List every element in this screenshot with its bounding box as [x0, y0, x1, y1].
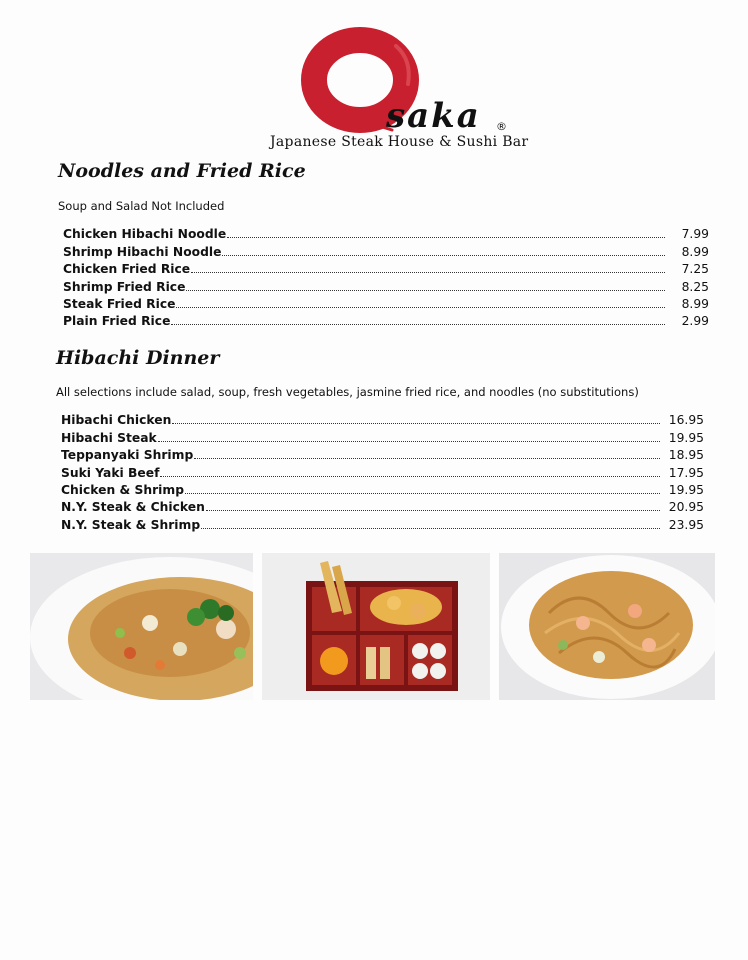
menu-item-name: Shrimp Fried Rice: [63, 279, 186, 294]
menu-item: [63, 294, 709, 311]
dot-leader: [194, 457, 660, 459]
menu-item-price: 2.99: [681, 314, 709, 329]
menu-item-name: Suki Yaki Beef: [61, 465, 160, 480]
menu-item-price: 23.95: [668, 517, 704, 532]
menu-item: [63, 224, 709, 241]
dot-leader: [171, 323, 665, 325]
dot-leader: [206, 509, 660, 511]
menu-item: [61, 427, 704, 444]
menu-item: [61, 514, 704, 531]
dot-leader: [185, 492, 660, 494]
menu-item-price: 19.95: [668, 482, 704, 497]
menu-item: [63, 241, 709, 258]
menu-item-name: Steak Fried Rice: [63, 296, 176, 311]
menu-list-noodles: [63, 224, 709, 328]
fried-rice-photo: [30, 553, 253, 700]
menu-item-name: Hibachi Steak: [61, 430, 157, 445]
menu-item-price: 18.95: [668, 448, 704, 463]
menu-item-price: 7.99: [681, 227, 709, 242]
menu-item: [61, 445, 704, 462]
menu-item-name: Teppanyaki Shrimp: [61, 448, 194, 463]
section-title-hibachi: Hibachi Dinner: [56, 347, 220, 369]
menu-item-price: 8.99: [681, 296, 709, 311]
section-note-noodles: Soup and Salad Not Included: [58, 199, 225, 213]
dot-leader: [186, 289, 665, 291]
dot-leader: [191, 271, 665, 273]
menu-item-name: Shrimp Hibachi Noodle: [63, 244, 222, 259]
menu-item: [61, 410, 704, 427]
dot-leader: [160, 475, 660, 477]
menu-item-name: Chicken Fried Rice: [63, 262, 191, 277]
menu-item-price: 8.25: [681, 279, 709, 294]
registered-mark: ®: [496, 120, 507, 133]
menu-item: [61, 497, 704, 514]
menu-item-name: Chicken Hibachi Noodle: [63, 227, 227, 242]
menu-item-name: Chicken & Shrimp: [61, 482, 185, 497]
dot-leader: [201, 527, 660, 529]
logo-tagline: Japanese Steak House & Sushi Bar: [270, 134, 529, 150]
menu-item-price: 7.25: [681, 262, 709, 277]
menu-item-name: Plain Fried Rice: [63, 314, 171, 329]
menu-item-price: 8.99: [681, 244, 709, 259]
dot-leader: [176, 306, 665, 308]
dot-leader: [172, 422, 660, 424]
menu-item: [61, 480, 704, 497]
noodle-plate-photo: [499, 553, 715, 700]
logo-wordmark: saka: [386, 96, 481, 136]
menu-item-price: 20.95: [668, 500, 704, 515]
menu-item: [63, 311, 709, 328]
menu-item-name: N.Y. Steak & Shrimp: [61, 517, 201, 532]
menu-item-name: Hibachi Chicken: [61, 413, 172, 428]
menu-list-hibachi: [61, 410, 704, 532]
menu-item-price: 19.95: [668, 430, 704, 445]
menu-item-price: 16.95: [668, 413, 704, 428]
restaurant-logo: [270, 26, 530, 156]
dot-leader: [227, 236, 665, 238]
bento-box-photo: [262, 553, 490, 700]
dot-leader: [222, 254, 665, 256]
menu-item: [61, 462, 704, 479]
menu-item: [63, 276, 709, 293]
section-title-noodles: Noodles and Fried Rice: [58, 160, 306, 182]
menu-item: [63, 259, 709, 276]
dot-leader: [158, 440, 660, 442]
menu-item-name: N.Y. Steak & Chicken: [61, 500, 205, 515]
menu-item-price: 17.95: [668, 465, 704, 480]
section-note-hibachi: All selections include salad, soup, fresh vegetables, jasmine fried rice, and noodles (no substitutions): [56, 385, 639, 399]
